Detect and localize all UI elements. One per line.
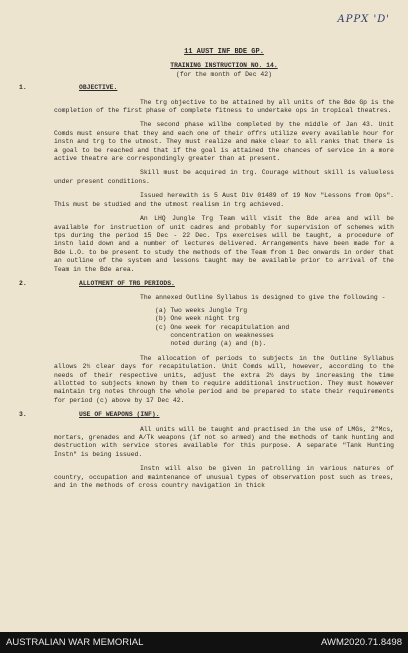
section-3-number: 3.	[19, 411, 27, 419]
section-1-number: 1.	[19, 84, 27, 92]
list-item: (a) Two weeks Jungle Trg	[155, 306, 248, 314]
paragraph: Issued herewith is 5 Aust Div 01489 of 19 Nov "Lessons from Ops". This must be studied and the utmost realism in trg achieved.	[54, 192, 394, 208]
paragraph: Instn will also be given in patrolling in various natures of country, occupation and maintenance of unusual types of observation post such as trees, and in the methods of cross country navigation in thick	[54, 465, 394, 490]
paragraph: The annexed Outline Syllabus is designed to give the following -	[140, 294, 386, 302]
paragraph: An LHQ Jungle Trg Team will visit the Bde area and will be available for instruction of unit cadres and probably for supervision of schemes with tps during the period 15 Dec - 22 Dec. Tps exercises will be taught, a procedure of instn laid down and a number of lectures delivered. Arrangements have been made for a Bde L.O. to be present to study the methods of the Team from 1 Dec onwards in order that an outline of the system and lessons taught may be available prior to arrival of the Team in the Bde area.	[54, 215, 394, 273]
document-body	[19, 0, 394, 490]
paragraph: Skill must be acquired in trg. Courage without skill is valueless under present conditions.	[54, 169, 394, 185]
section-2-heading: 2. ALLOTMENT OF TRG PERIODS.	[19, 279, 175, 287]
list-item: concentration on weaknesses	[155, 331, 274, 339]
section-2-number: 2.	[19, 279, 27, 287]
archive-footer	[0, 632, 408, 653]
document-subtitle: (for the month of Dec 42)	[176, 70, 272, 78]
section-1-heading: 1. OBJECTIVE.	[19, 84, 118, 92]
paragraph: The trg objective to be attained by all units of the Bde Gp is the completion of the first phase of complete fitness to undertake ops in tropical theatres.	[54, 98, 394, 115]
list-item: (c) One week for recapitulation and	[155, 323, 290, 331]
allotment-list	[54, 307, 394, 349]
archive-name: AUSTRALIAN WAR MEMORIAL	[6, 637, 144, 648]
handwritten-annotation: APPX 'D'	[337, 14, 390, 25]
document-title: TRAINING INSTRUCTION NO. 14.	[170, 62, 278, 70]
list-item: noted during (a) and (b).	[155, 340, 267, 348]
paragraph: The second phase willbe completed by the middle of Jan 43. Unit Comds must ensure that they and each one of their offrs utilize every available hour for instn and trg to the utmost. They must realize and make clear to all ranks that there is a goal to be reached and that if the goal is attained the chances of service in a more active theatre are correspondingly greater than at present.	[54, 121, 394, 163]
section-3-heading: 3. USE OF WEAPONS (INF).	[19, 411, 160, 419]
unit-header: 11 AUST INF BDE GP.	[184, 48, 264, 56]
list-item: (b) One week night trg	[155, 315, 240, 323]
archive-reference: AWM2020.71.8498	[321, 637, 402, 648]
paragraph: The allocation of periods to subjects in the Outline Syllabus allows 2½ clear days for recapitulation. Unit Comds will, however, according to the needs of their respective units, adjust the extra 2½ days by increasing the time allotted to subjects known by them to require additional instruction. They must however maintain trg notes through the whole period and be prepared to state their requirements for period (c) above by 17 Dec 42.	[54, 354, 394, 404]
paragraph: All units will be taught and practised in the use of LMGs, 2"Mcs, mortars, grenades and A/Tk weapons (if not so armed) and the methods of tank hunting and destruction with service stores available for this purpose. A separate "Tank Hunting Instn" is being issued.	[54, 425, 394, 458]
